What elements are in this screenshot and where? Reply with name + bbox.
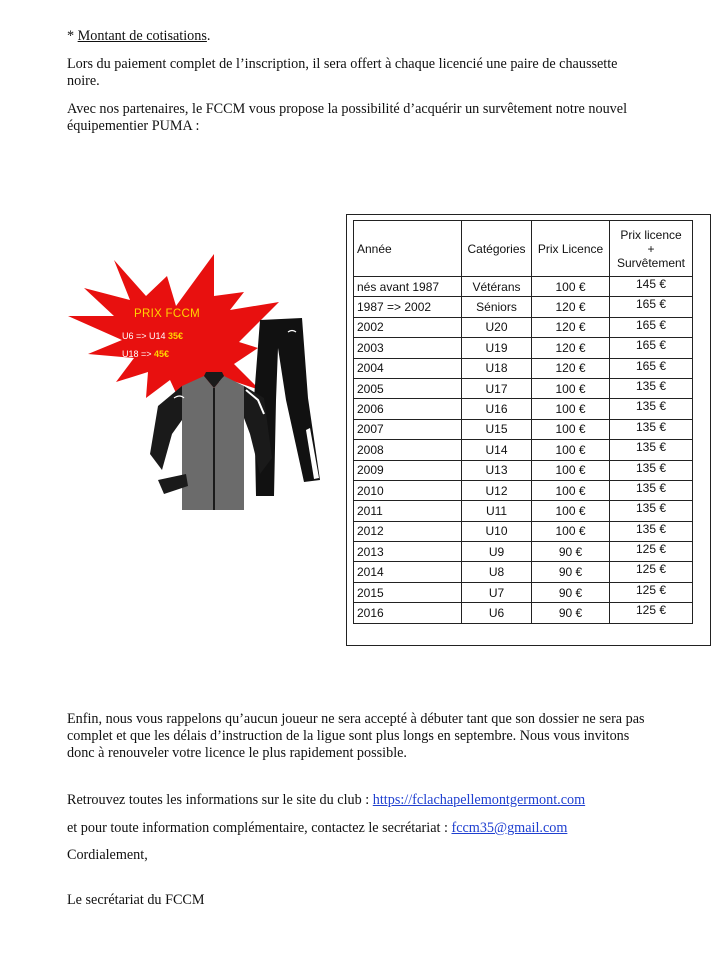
year-cell: 2006 bbox=[354, 399, 462, 419]
promo-title: PRIX FCCM bbox=[134, 308, 200, 320]
table-header-row bbox=[354, 221, 693, 277]
promo-offer-price: 35€ bbox=[168, 331, 184, 341]
pack-price-cell: 165 € bbox=[610, 338, 693, 358]
pack-price-cell: 135 € bbox=[610, 521, 693, 541]
licence-price-cell: 100 € bbox=[532, 440, 610, 460]
contact-line bbox=[67, 820, 567, 837]
category-cell: U11 bbox=[462, 501, 532, 521]
reminder-paragraph: Enfin, nous vous rappelons qu’aucun joueur ne sera accepté à débuter tant que son dossier ne sera pas complet et que les délais d’instruction de la ligue sont plus longs en septembre. Nous vous invitons donc à renouveler votre licence le plus rapidement possible. bbox=[67, 711, 645, 761]
pack-price-cell: 125 € bbox=[610, 603, 693, 623]
table-row bbox=[354, 419, 693, 439]
year-cell: 2015 bbox=[354, 582, 462, 602]
category-cell: U16 bbox=[462, 399, 532, 419]
licence-price-cell: 100 € bbox=[532, 378, 610, 398]
pack-price-cell: 135 € bbox=[610, 419, 693, 439]
licence-price-cell: 100 € bbox=[532, 277, 610, 297]
header-pack-line2: + bbox=[647, 241, 655, 256]
category-cell: U8 bbox=[462, 562, 532, 582]
promo-offer-range: U18 => bbox=[122, 349, 155, 359]
table-row bbox=[354, 562, 693, 582]
price-table bbox=[353, 220, 693, 624]
contact-text: et pour toute information complémentaire, contactez le secrétariat : bbox=[67, 820, 452, 836]
pack-price-cell: 165 € bbox=[610, 358, 693, 378]
year-cell: 2012 bbox=[354, 521, 462, 541]
table-row bbox=[354, 582, 693, 602]
pack-price-cell: 125 € bbox=[610, 582, 693, 602]
table-row bbox=[354, 460, 693, 480]
category-cell: U12 bbox=[462, 480, 532, 500]
table-row bbox=[354, 603, 693, 623]
licence-price-cell: 120 € bbox=[532, 358, 610, 378]
year-cell: nés avant 1987 bbox=[354, 277, 462, 297]
licence-price-cell: 100 € bbox=[532, 501, 610, 521]
asterisk: * bbox=[67, 28, 78, 44]
socks-paragraph: Lors du paiement complet de l’inscription, il sera offert à chaque licencié une paire de chaussette noire. bbox=[67, 56, 618, 89]
year-cell: 2009 bbox=[354, 460, 462, 480]
table-row bbox=[354, 542, 693, 562]
year-cell: 2008 bbox=[354, 440, 462, 460]
pack-price-cell: 135 € bbox=[610, 440, 693, 460]
site-text: Retrouvez toutes les informations sur le site du club : bbox=[67, 792, 373, 808]
licence-price-cell: 100 € bbox=[532, 521, 610, 541]
category-cell: U10 bbox=[462, 521, 532, 541]
year-cell: 2014 bbox=[354, 562, 462, 582]
category-cell: Vétérans bbox=[462, 277, 532, 297]
promo-offer-u6-u14 bbox=[122, 328, 183, 345]
promo-offer-u18 bbox=[122, 346, 169, 363]
licence-price-cell: 120 € bbox=[532, 297, 610, 317]
table-row bbox=[354, 358, 693, 378]
category-cell: U13 bbox=[462, 460, 532, 480]
licence-price-cell: 120 € bbox=[532, 317, 610, 337]
table-row bbox=[354, 399, 693, 419]
jacket-image bbox=[150, 372, 272, 510]
header-licence-plus-tracksuit bbox=[610, 221, 693, 277]
table-row bbox=[354, 440, 693, 460]
secretariat-email-link[interactable]: fccm35@gmail.com bbox=[451, 820, 568, 836]
signature-text: Le secrétariat du FCCM bbox=[67, 892, 205, 908]
licence-price-cell: 120 € bbox=[532, 338, 610, 358]
pack-price-cell: 135 € bbox=[610, 501, 693, 521]
licence-price-cell: 90 € bbox=[532, 542, 610, 562]
club-site-link[interactable]: https://fclachapellemontgermont.com bbox=[372, 792, 586, 808]
montant-link[interactable]: Montant de cotisations bbox=[77, 28, 207, 44]
year-cell: 2016 bbox=[354, 603, 462, 623]
year-cell: 2003 bbox=[354, 338, 462, 358]
pack-price-cell: 165 € bbox=[610, 297, 693, 317]
year-cell: 2007 bbox=[354, 419, 462, 439]
licence-price-cell: 100 € bbox=[532, 480, 610, 500]
year-cell: 2010 bbox=[354, 480, 462, 500]
category-cell: U20 bbox=[462, 317, 532, 337]
category-cell: U7 bbox=[462, 582, 532, 602]
category-cell: U9 bbox=[462, 542, 532, 562]
pack-price-cell: 135 € bbox=[610, 378, 693, 398]
table-row bbox=[354, 480, 693, 500]
licence-price-cell: 100 € bbox=[532, 419, 610, 439]
table-row bbox=[354, 338, 693, 358]
site-line bbox=[67, 792, 585, 809]
table-row bbox=[354, 378, 693, 398]
montant-line bbox=[67, 28, 210, 45]
regards-text: Cordialement, bbox=[67, 847, 148, 863]
table-row bbox=[354, 501, 693, 521]
category-cell: U19 bbox=[462, 338, 532, 358]
category-cell: U6 bbox=[462, 603, 532, 623]
category-cell: U14 bbox=[462, 440, 532, 460]
licence-price-cell: 100 € bbox=[532, 460, 610, 480]
category-cell: U18 bbox=[462, 358, 532, 378]
table-row bbox=[354, 297, 693, 317]
licence-price-cell: 90 € bbox=[532, 582, 610, 602]
table-row bbox=[354, 277, 693, 297]
category-cell: Séniors bbox=[462, 297, 532, 317]
licence-price-cell: 90 € bbox=[532, 562, 610, 582]
licence-price-cell: 90 € bbox=[532, 603, 610, 623]
table-row bbox=[354, 317, 693, 337]
header-licence: Prix Licence bbox=[532, 221, 610, 277]
pack-price-cell: 165 € bbox=[610, 317, 693, 337]
period: . bbox=[206, 28, 211, 44]
year-cell: 2011 bbox=[354, 501, 462, 521]
year-cell: 2013 bbox=[354, 542, 462, 562]
header-category: Catégories bbox=[462, 221, 532, 277]
pack-price-cell: 145 € bbox=[610, 277, 693, 297]
year-cell: 2004 bbox=[354, 358, 462, 378]
header-pack-line3: Survêtement bbox=[616, 255, 686, 270]
year-cell: 2002 bbox=[354, 317, 462, 337]
year-cell: 1987 => 2002 bbox=[354, 297, 462, 317]
category-cell: U15 bbox=[462, 419, 532, 439]
promo-offer-range: U6 => U14 bbox=[122, 331, 169, 341]
tracksuit-illustration bbox=[64, 248, 354, 528]
pack-price-cell: 125 € bbox=[610, 562, 693, 582]
partners-paragraph: Avec nos partenaires, le FCCM vous propose la possibilité d’acquérir un survêtement notre nouvel équipementier PUMA : bbox=[67, 101, 628, 134]
pack-price-cell: 135 € bbox=[610, 399, 693, 419]
category-cell: U17 bbox=[462, 378, 532, 398]
licence-price-cell: 100 € bbox=[532, 399, 610, 419]
table-row bbox=[354, 521, 693, 541]
pack-price-cell: 135 € bbox=[610, 460, 693, 480]
pack-price-cell: 125 € bbox=[610, 542, 693, 562]
year-cell: 2005 bbox=[354, 378, 462, 398]
promo-offer-price: 45€ bbox=[154, 349, 170, 359]
pack-price-cell: 135 € bbox=[610, 480, 693, 500]
header-year: Année bbox=[354, 221, 462, 277]
header-pack-line1: Prix licence bbox=[620, 227, 682, 242]
